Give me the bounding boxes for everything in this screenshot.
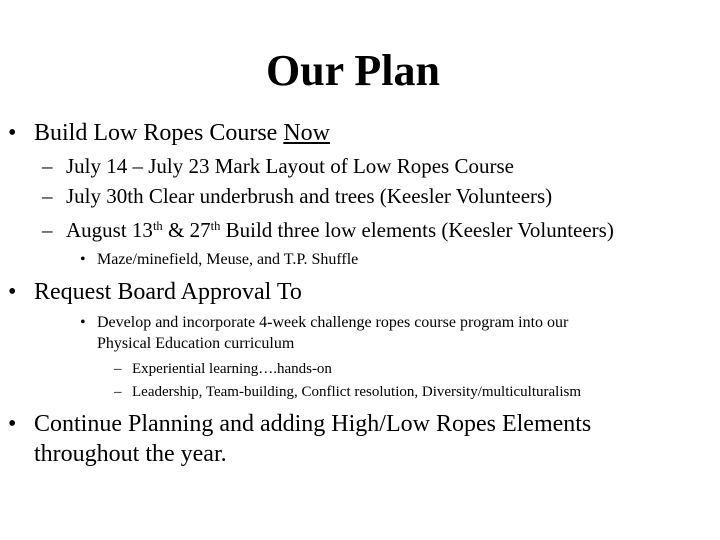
subitem-july-14: July 14 – July 23 Mark Layout of Low Ropes Course — [66, 154, 514, 178]
bullet-request-board-approval: Request Board Approval To — [34, 279, 302, 305]
dash-marker-small: – — [114, 384, 122, 400]
august-part2: & 27 — [162, 218, 211, 242]
dash-marker-small: – — [114, 361, 122, 377]
subsubitem-maze: Maze/minefield, Meuse, and T.P. Shuffle — [97, 251, 359, 268]
bullet-marker-small: • — [80, 314, 86, 331]
bullet-continue-planning-line1: Continue Planning and adding High/Low Ropes Elements — [34, 411, 592, 437]
bullet-marker: • — [8, 279, 17, 305]
dash-marker: – — [42, 154, 53, 178]
subsubitem-develop-line1: Develop and incorporate 4-week challenge ropes course program into our — [97, 314, 569, 331]
bullet-marker: • — [8, 411, 17, 437]
bullet-marker: • — [8, 120, 17, 146]
august-sup1: th — [152, 219, 163, 234]
level4-leadership: Leadership, Team-building, Conflict resolution, Diversity/multiculturalism — [132, 384, 582, 400]
bullet-marker-small: • — [80, 251, 86, 268]
august-sup2: th — [210, 219, 221, 234]
bullet-build-now: Now — [283, 120, 330, 146]
bullet-build-text: Build Low Ropes Course — [34, 120, 278, 146]
bullet-build-low-ropes — [34, 118, 330, 148]
bullet-continue-planning-line2: throughout the year. — [34, 441, 227, 467]
subsubitem-develop-line2: Physical Education curriculum — [97, 335, 295, 352]
august-part1: August 13 — [66, 218, 153, 242]
dash-marker: – — [42, 184, 53, 208]
slide-title: Our Plan — [265, 46, 440, 95]
august-part3: Build three low elements (Keesler Volunteers) — [220, 218, 614, 242]
dash-marker: – — [42, 218, 53, 242]
level4-experiential: Experiential learning….hands-on — [132, 361, 332, 377]
subitem-july-30: July 30th Clear underbrush and trees (Keesler Volunteers) — [66, 184, 553, 208]
subitem-august — [66, 216, 614, 244]
